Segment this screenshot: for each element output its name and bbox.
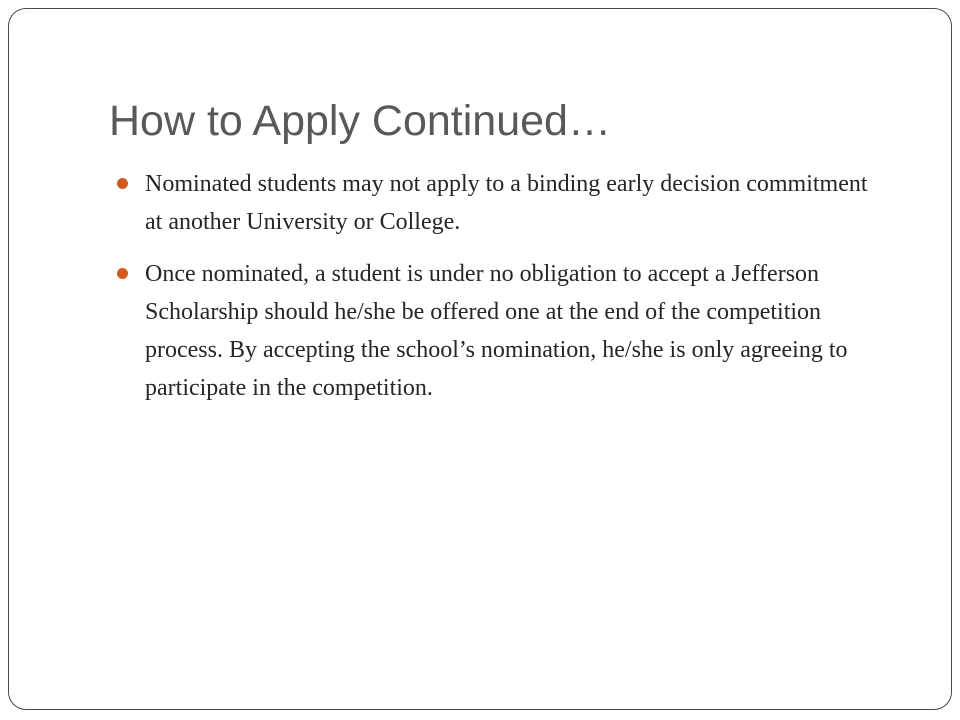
slide-frame [8, 8, 952, 710]
bullet-icon [117, 268, 128, 279]
bullet-icon [117, 178, 128, 189]
bullet-text: Nominated students may not apply to a binding early decision commitment at another University or College. [145, 171, 868, 235]
list-item [117, 165, 887, 241]
list-item [117, 255, 887, 407]
bullet-list [117, 165, 887, 421]
bullet-text: Once nominated, a student is under no obligation to accept a Jefferson Scholarship should he/she be offered one at the end of the competition process. By accepting the school’s nomination, he/she is only agreeing to participate in the competition. [145, 261, 848, 401]
slide-title: How to Apply Continued… [109, 97, 611, 145]
